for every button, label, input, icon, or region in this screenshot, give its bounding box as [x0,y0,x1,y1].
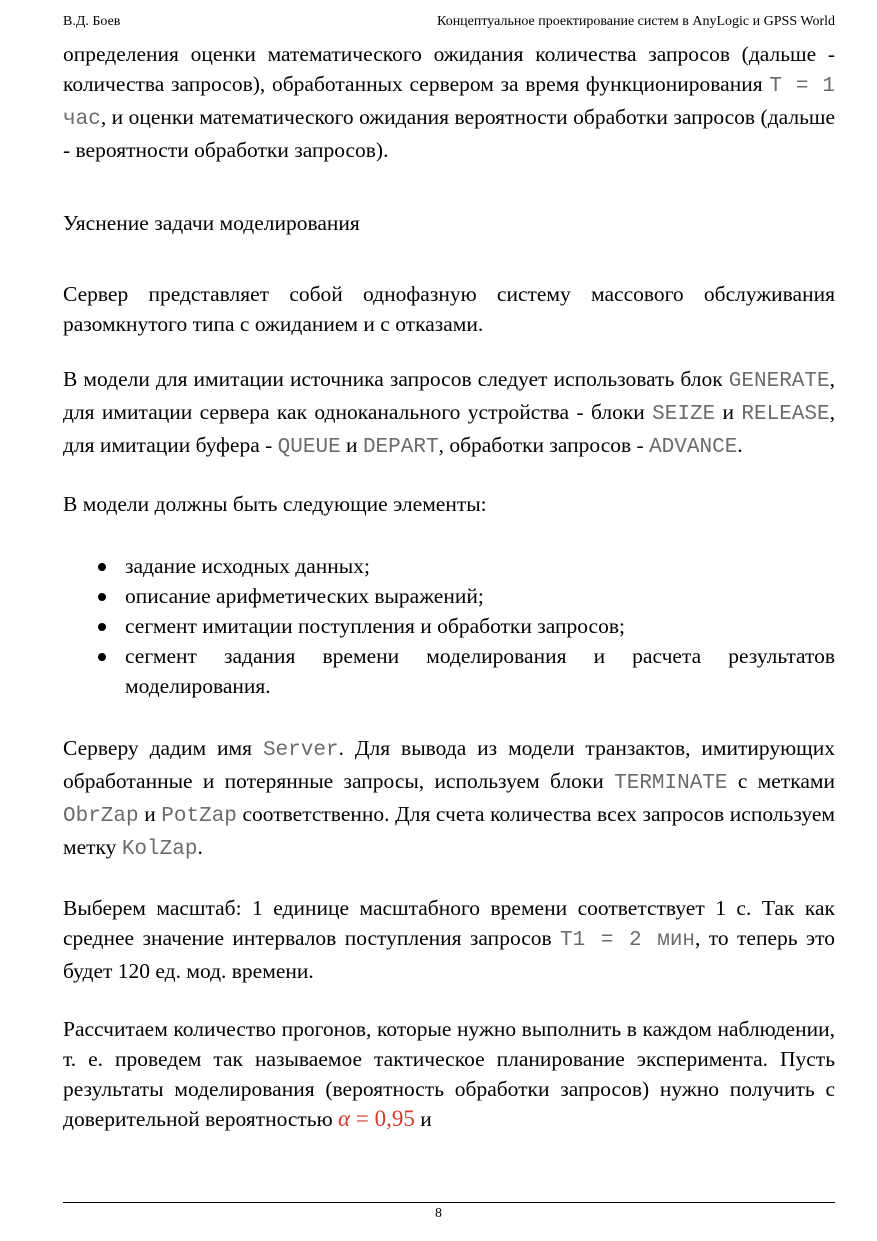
code-release: RELEASE [741,403,830,426]
bullet-icon [98,623,106,631]
code-T1: T1 = 2 мин [560,929,696,952]
footer-rule [63,1202,835,1203]
bullet-icon [98,563,106,571]
page-header [63,14,835,30]
code-terminate: TERMINATE [614,772,728,795]
page-body [63,39,835,1134]
list-item: сегмент задания времени моделирования и расчета результатов моделирования. [125,641,835,701]
code-T: T = 1 час [63,75,835,131]
code-seize: SEIZE [652,403,716,426]
header-title: Концептуальное проектирование систем в AnyLogic и GPSS World [437,14,835,29]
elements-list [63,551,835,701]
code-obrzap: ObrZap [63,805,139,828]
code-server: Server [262,739,339,762]
list-item: сегмент имитации поступления и обработки запросов; [125,611,835,641]
paragraph-7: Рассчитаем количество прогонов, которые нужно выполнить в каждом наблюдении, т. е. проведем так называемое тактическое планирование эксперимента. Пусть результаты моделирования (вероятность обработки запросов) нужно получить с доверительной вероятностью α = 0,95 и [63,1017,835,1131]
code-depart: DEPART [362,436,439,459]
header-author: В.Д. Боев [63,14,121,29]
paragraph-6: Выберем масштаб: 1 единице масштабного времени соответствует 1 с. Так как среднее значение интервалов поступления запросов T1 = 2 мин, то теперь это будет 120 ед. мод. времени. [63,896,836,983]
section-heading: Уяснение задачи моделирования [63,211,360,235]
paragraph-2: Сервер представляет собой однофазную систему массового обслуживания разомкнутого типа с ожиданием и с отказами. [63,282,835,336]
code-advance: ADVANCE [649,436,738,459]
code-kolzap: KolZap [121,838,198,861]
paragraph-4: В модели должны быть следующие элементы: [63,492,487,516]
code-queue: QUEUE [277,436,341,459]
math-alpha: α = 0,95 [338,1106,415,1131]
code-generate: GENERATE [728,370,830,393]
paragraph-5: Серверу дадим имя Server. Для вывода из модели транзактов, имитирующих обработанные и потерянные запросы, используем блоки TERMINATE с метками ObrZap и PotZap соответственно. Для счета количества всех запросов используем метку KolZap. [63,736,835,861]
bullet-icon [98,653,106,661]
paragraph-3: В модели для имитации источника запросов следует использовать блок GENERATE, для имитации сервера как одноканального устройства - блоки SEIZE и RELEASE, для имитации буфера - QUEUE и DEPART, обработки запросов - ADVANCE. [63,367,835,459]
code-potzap: PotZap [161,805,237,828]
bullet-icon [98,593,106,601]
paragraph-1: определения оценки математического ожидания количества запросов (дальше - количества запросов), обработанных сервером за время функционирования T = 1 час, и оценки математического ожидания вероятности обработки запросов (дальше - вероятности обработки запросов). [63,42,835,162]
list-item: задание исходных данных; [125,551,835,581]
list-item: описание арифметических выражений; [125,581,835,611]
page-number: 8 [435,1206,442,1221]
